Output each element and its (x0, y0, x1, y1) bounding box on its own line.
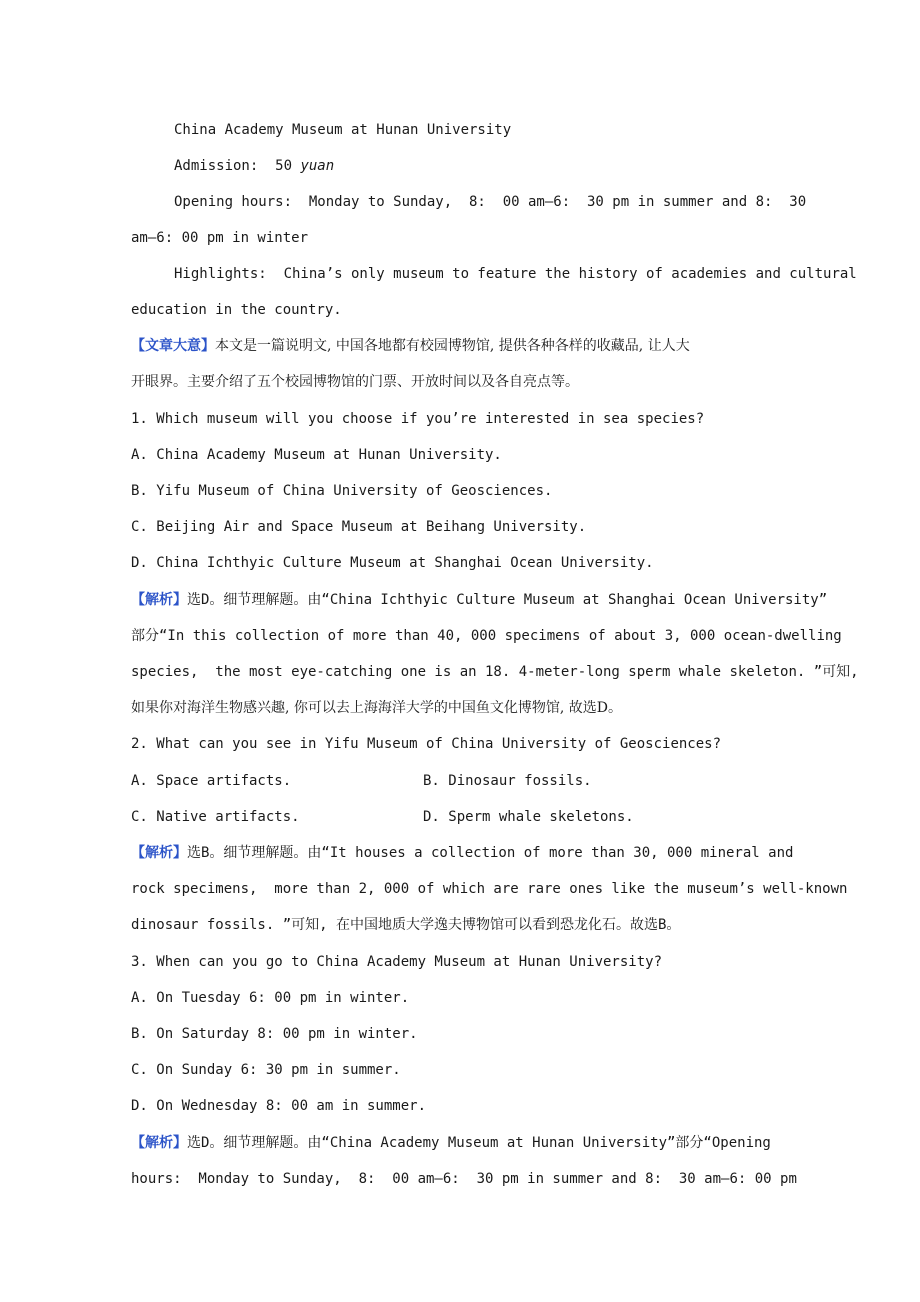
q2-analysis-text1: 选B。细节理解题。由“It houses a collection of more than 30, 000 mineral and (187, 845, 794, 861)
summary-line1 (131, 336, 690, 356)
q2-question: 2. What can you see in Yifu Museum of China University of Geosciences? (131, 736, 722, 752)
q3-option-a: A. On Tuesday 6: 00 pm in winter. (131, 990, 410, 1006)
q1-option-c: C. Beijing Air and Space Museum at Beihang University. (131, 519, 587, 535)
museum-hours-line1: Opening hours: Monday to Sunday, 8: 00 am—6: 30 pm in summer and 8: 30 (174, 194, 807, 210)
museum-highlights-line1: Highlights: China’s only museum to feature the history of academies and cultural (174, 266, 857, 282)
q2-analysis-tag: 【解析】 (131, 845, 187, 861)
q1-analysis-line1 (131, 590, 827, 610)
q1-analysis-line3: species, the most eye-catching one is an 18. 4-meter-long sperm whale skeleton. ”可知, (131, 664, 859, 680)
admission-unit: yuan (300, 158, 335, 174)
q3-analysis-text1: 选D。细节理解题。由“China Academy Museum at Hunan University”部分“Opening (187, 1135, 771, 1151)
museum-hours-line2: am—6: 00 pm in winter (131, 230, 309, 246)
admission-label: Admission: 50 (174, 158, 301, 174)
q2-option-b: B. Dinosaur fossils. (423, 773, 592, 789)
q1-analysis-line4: 如果你对海洋生物感兴趣, 你可以去上海海洋大学的中国鱼文化博物馆, 故选D。 (131, 700, 623, 716)
q3-question: 3. When can you go to China Academy Museum at Hunan University? (131, 954, 663, 970)
q3-analysis-tag: 【解析】 (131, 1135, 187, 1151)
q2-analysis-line2: rock specimens, more than 2, 000 of which are rare ones like the museum’s well-known (131, 881, 848, 897)
q1-question: 1. Which museum will you choose if you’re interested in sea species? (131, 411, 705, 427)
museum-highlights-line2: education in the country. (131, 302, 342, 318)
q1-analysis-line2: 部分“In this collection of more than 40, 000 specimens of about 3, 000 ocean-dwelling (131, 628, 842, 644)
q1-option-d: D. China Ichthyic Culture Museum at Shanghai Ocean University. (131, 555, 654, 571)
q2-analysis-line3: dinosaur fossils. ”可知, 在中国地质大学逸夫博物馆可以看到恐龙化石。故选B。 (131, 917, 681, 933)
museum-name: China Academy Museum at Hunan University (174, 122, 512, 138)
q2-analysis-line1 (131, 843, 793, 863)
q3-analysis-line1 (131, 1133, 771, 1153)
q3-option-d: D. On Wednesday 8: 00 am in summer. (131, 1098, 427, 1114)
q1-option-a: A. China Academy Museum at Hunan University. (131, 447, 502, 463)
q2-option-d: D. Sperm whale skeletons. (423, 809, 634, 825)
museum-admission (174, 156, 334, 176)
q1-analysis-text1: 选D。细节理解题。由“China Ichthyic Culture Museum at Shanghai Ocean University” (187, 592, 828, 608)
q3-option-b: B. On Saturday 8: 00 pm in winter. (131, 1026, 418, 1042)
summary-line2: 开眼界。主要介绍了五个校园博物馆的门票、开放时间以及各自亮点等。 (131, 374, 579, 390)
q3-option-c: C. On Sunday 6: 30 pm in summer. (131, 1062, 401, 1078)
q2-option-a: A. Space artifacts. (131, 773, 292, 789)
q1-analysis-tag: 【解析】 (131, 592, 187, 608)
q1-option-b: B. Yifu Museum of China University of Geosciences. (131, 483, 553, 499)
q3-analysis-line2: hours: Monday to Sunday, 8: 00 am—6: 30 pm in summer and 8: 30 am—6: 00 pm (131, 1171, 797, 1187)
q2-option-c: C. Native artifacts. (131, 809, 300, 825)
summary-tag: 【文章大意】 (131, 338, 215, 354)
summary-text1: 本文是一篇说明文, 中国各地都有校园博物馆, 提供各种各样的收藏品, 让人大 (215, 338, 690, 354)
